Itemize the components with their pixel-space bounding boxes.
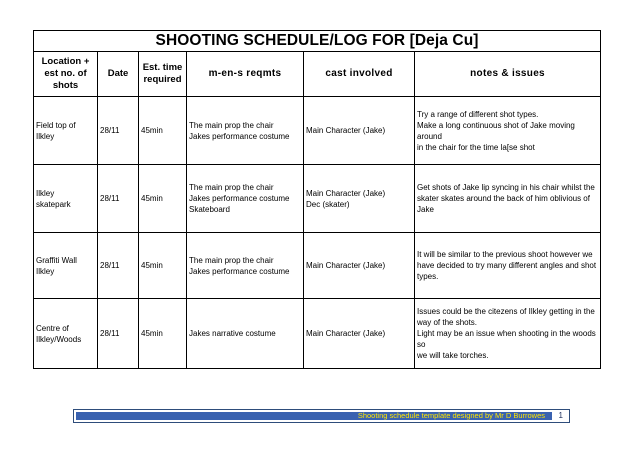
cell-cast: Main Character (Jake) Dec (skater): [304, 165, 415, 233]
page-number: 1: [558, 411, 563, 420]
template-credit-footer: [73, 409, 570, 423]
cell-reqmts: The main prop the chair Jakes performance costume: [187, 233, 304, 299]
cell-location: Ilkley skatepark: [34, 165, 98, 233]
header-reqmts: m-en-s reqmts: [187, 52, 304, 97]
cell-reqmts: The main prop the chair Jakes performance costume: [187, 97, 304, 165]
header-cast: cast involved: [304, 52, 415, 97]
cell-notes: Try a range of different shot types. Make a long continuous shot of Jake moving around in the chair for the time la[se shot: [415, 97, 601, 165]
header-time: Est. time required: [139, 52, 187, 97]
cell-time: 45min: [139, 97, 187, 165]
cell-cast: Main Character (Jake): [304, 97, 415, 165]
cell-location: Field top of Ilkley: [34, 97, 98, 165]
cell-date: 28/11: [98, 299, 139, 369]
table-row: [34, 165, 601, 233]
page-title: SHOOTING SCHEDULE/LOG FOR [Deja Cu]: [34, 31, 601, 52]
cell-location: Centre of Ilkley/Woods: [34, 299, 98, 369]
cell-date: 28/11: [98, 97, 139, 165]
cell-notes: It will be similar to the previous shoot however we have decided to try many different angles and shot types.: [415, 233, 601, 299]
shooting-schedule-table: [33, 30, 601, 369]
cell-location: Graffiti Wall Ilkley: [34, 233, 98, 299]
table-row: [34, 97, 601, 165]
header-row: [34, 52, 601, 97]
cell-notes: Get shots of Jake lip syncing in his chair whilst the skater skates around the back of him oblivious of Jake: [415, 165, 601, 233]
header-location: Location + est no. of shots: [34, 52, 98, 97]
table-row: [34, 299, 601, 369]
schedule-rows: [34, 97, 601, 369]
header-notes: notes & issues: [415, 52, 601, 97]
cell-reqmts: Jakes narrative costume: [187, 299, 304, 369]
cell-date: 28/11: [98, 165, 139, 233]
table-row: [34, 233, 601, 299]
cell-time: 45min: [139, 299, 187, 369]
cell-notes: Issues could be the citezens of Ilkley getting in the way of the shots. Light may be an issue when shooting in the woods so we will take torches.: [415, 299, 601, 369]
cell-time: 45min: [139, 165, 187, 233]
cell-date: 28/11: [98, 233, 139, 299]
cell-cast: Main Character (Jake): [304, 299, 415, 369]
header-date: Date: [98, 52, 139, 97]
cell-cast: Main Character (Jake): [304, 233, 415, 299]
cell-reqmts: The main prop the chair Jakes performance costume Skateboard: [187, 165, 304, 233]
cell-time: 45min: [139, 233, 187, 299]
footer-credit: Shooting schedule template designed by Mr D Burrowes: [357, 411, 545, 420]
